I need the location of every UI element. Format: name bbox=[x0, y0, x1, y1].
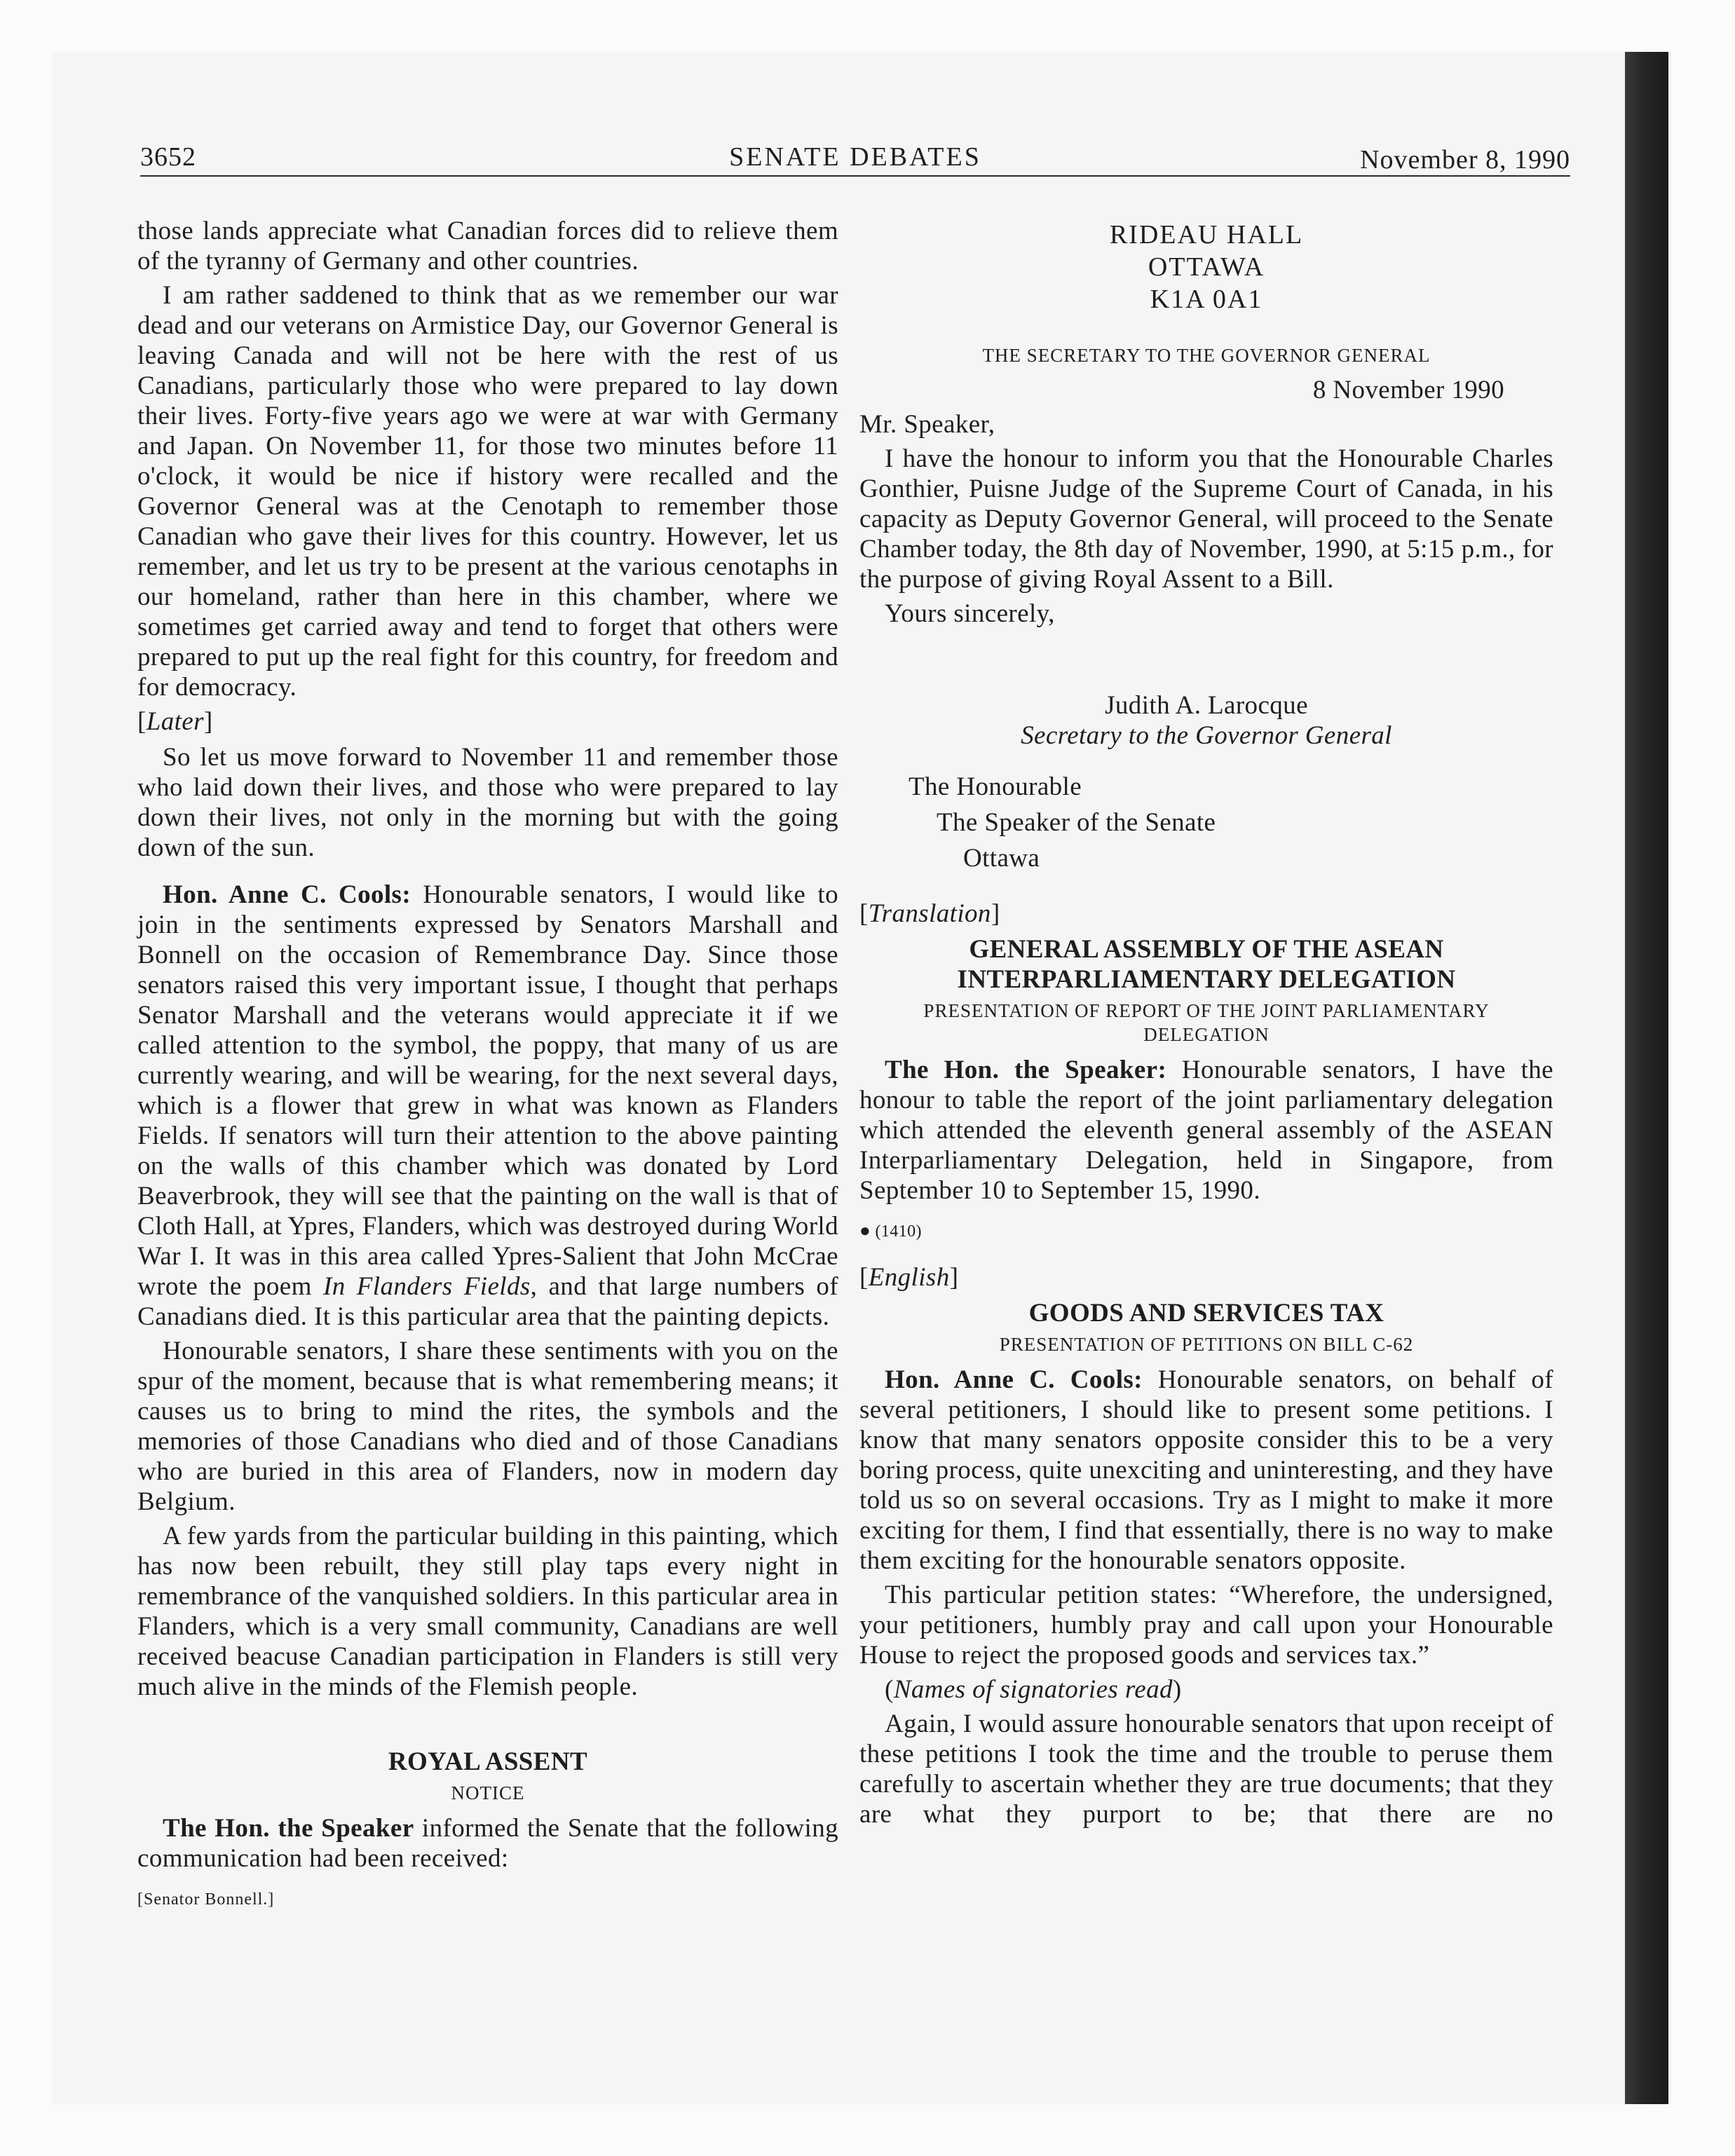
paragraph: those lands appreciate what Canadian forces did to relieve them of the tyranny of Germany and other countries. bbox=[137, 217, 838, 275]
english-marker: [English] bbox=[859, 1263, 959, 1292]
subheading-notice: NOTICE bbox=[451, 1782, 525, 1803]
letter-body: I have the honour to inform you that the Honourable Charles Gonthier, Puisne Judge of the Supreme Court of Canada, in his capacity as Deputy Governor General, will proceed to the Senate Chamber today, the 8th day of November, 1990, at 5:15 p.m., for the purpose of giving Royal Assent to a Bill. bbox=[859, 444, 1553, 594]
translation-marker: [Translation] bbox=[859, 899, 1000, 928]
section-heading-royal-assent: ROYAL ASSENT bbox=[388, 1747, 588, 1776]
addressee-line: Ottawa bbox=[963, 844, 1040, 873]
left-column bbox=[137, 216, 838, 1915]
header-date: November 8, 1990 bbox=[1360, 145, 1570, 175]
letter-letterhead: RIDEAU HALL OTTAWA K1A 0A1 bbox=[1109, 220, 1304, 314]
paragraph-final: Again, I would assure honourable senators that upon receipt of these petitions I took the time and the trouble to peruse them carefully to ascertain whether they are true documents; that they are what they purport to be; that there are no bbox=[859, 1710, 1553, 1829]
paragraph-cools: Hon. Anne C. Cools: Honourable senators, I would like to join in the sentiments expressed by Senators Marshall and Bonnell on the occasion of Remembrance Day. Since those senators raised this very important issue, I thought that perhaps Senator Marshall and the veterans would appreciate it if we called attention to the symbol, the poppy, that many of us are currently wearing, and will be wearing, for the next several days, which is a flower that grew in what was known as Flanders Fields. If senators will turn their attention to the above painting on the walls of this chamber which was donated by Lord Beaverbrook, they will see that the painting on the wall is that of Cloth Hall, at Ypres, Flanders, which was destroyed during World War I. It was in this area called Ypres-Salient that John McCrae wrote the poem In Flanders Fields, and that large numbers of Canadians died. It is this particular area that the painting depicts. bbox=[137, 880, 839, 1331]
signature-block bbox=[859, 690, 1553, 751]
addressee-line: The Honourable bbox=[909, 772, 1082, 801]
signer-name: Judith A. Larocque bbox=[1105, 691, 1308, 720]
journal-title: SENATE DEBATES bbox=[729, 142, 981, 172]
running-header bbox=[140, 139, 1570, 177]
time-mark: ● (1410) bbox=[859, 1220, 922, 1241]
paragraph: A few yards from the particular building in this painting, which has now been rebuilt, they still play taps every night in remembrance of the vanquished soldiers. In this particular area in Flanders, which is a very small community, Canadians are well received beacuse Canadian participation in Flanders is still very much alive in the minds of the Flemish people. bbox=[137, 1522, 838, 1701]
scan-binding-edge bbox=[1625, 52, 1668, 2104]
paragraph-asean: The Hon. the Speaker: Honourable senators, I have the honour to table the report of the joint parliamentary delegation which attended the eleventh general assembly of the ASEAN Interparliamentary Delegation, held in Singapore, from September 10 to September 15, 1990. bbox=[859, 1056, 1553, 1205]
section-heading-asean: GENERAL ASSEMBLY OF THE ASEAN INTERPARLIAMENTARY DELEGATION bbox=[957, 935, 1456, 994]
speaker-name: Hon. Anne C. Cools: bbox=[163, 880, 411, 909]
salutation: Mr. Speaker, bbox=[859, 410, 995, 439]
addressee-line: The Speaker of the Senate bbox=[937, 808, 1216, 837]
paragraph-gst: Hon. Anne C. Cools: Honourable senators, on behalf of several petitioners, I should like to present some petitions. I know that many senators opposite consider this to be a very boring process, quite unexciting and uninteresting, and they have told us so on several occasions. Try as I might to make it more exciting for them, I find that essentially, there is no way to make them exciting for the honourable senators opposite. bbox=[859, 1365, 1553, 1575]
paragraph-speaker: The Hon. the Speaker informed the Senate that the following communication had been received: bbox=[137, 1814, 838, 1873]
names-read-marker: (Names of signatories read) bbox=[885, 1675, 1182, 1704]
paragraph: Honourable senators, I share these sentiments with you on the spur of the moment, because that is what remembering means; it causes us to bring to mind the rites, the symbols and the memories of those Canadians who died and of those Canadians who are buried in this area of Flanders, now in modern day Belgium. bbox=[137, 1337, 838, 1516]
right-column bbox=[859, 216, 1553, 1834]
closing: Yours sincerely, bbox=[885, 599, 1055, 628]
subheading-asean: PRESENTATION OF REPORT OF THE JOINT PARLIAMENTARY DELEGATION bbox=[923, 1000, 1490, 1045]
poem-title: In Flanders Fields bbox=[323, 1272, 531, 1301]
paragraph-petition: This particular petition states: “Wherefore, the undersigned, your petitioners, humbly pray and call upon your Honourable House to reject the proposed goods and services tax.” bbox=[859, 1581, 1553, 1670]
subheading-gst: PRESENTATION OF PETITIONS ON BILL C-62 bbox=[999, 1334, 1414, 1355]
later-marker: [Later] bbox=[137, 707, 213, 736]
page-footnote: [Senator Bonnell.] bbox=[137, 1890, 275, 1909]
paragraph: I am rather saddened to think that as we remember our war dead and our veterans on Armistice Day, our Governor General is leaving Canada and will not be here with the rest of us Canadians, particularly those who were prepared to lay down their lives. Forty-five years ago we were at war with Germany and Japan. On November 11, for those two minutes before 11 o'clock, it would be nice if history were recalled and the Governor General was at the Cenotaph to remember those Canadian who gave their lives for this country. However, let us remember, and let us try to be present at the various cenotaphs in our homeland, rather than here in this chamber, where we sometimes get carried away and tend to forget that others were prepared to put up the real fight for this country, for freedom and for democracy. bbox=[137, 281, 838, 702]
speaker-name: The Hon. the Speaker: bbox=[885, 1056, 1167, 1084]
page-number: 3652 bbox=[140, 142, 196, 172]
speaker-name: The Hon. the Speaker bbox=[163, 1814, 414, 1843]
speaker-name: Hon. Anne C. Cools: bbox=[885, 1365, 1143, 1394]
secretary-line: THE SECRETARY TO THE GOVERNOR GENERAL bbox=[982, 345, 1431, 366]
paragraph: So let us move forward to November 11 and remember those who laid down their lives, and those who were prepared to lay down their lives, not only in the morning but with the going down of the sun. bbox=[137, 743, 838, 862]
signer-title: Secretary to the Governor General bbox=[1021, 721, 1392, 750]
section-heading-gst: GOODS AND SERVICES TAX bbox=[1028, 1299, 1384, 1328]
letter-date: 8 November 1990 bbox=[1312, 376, 1504, 404]
